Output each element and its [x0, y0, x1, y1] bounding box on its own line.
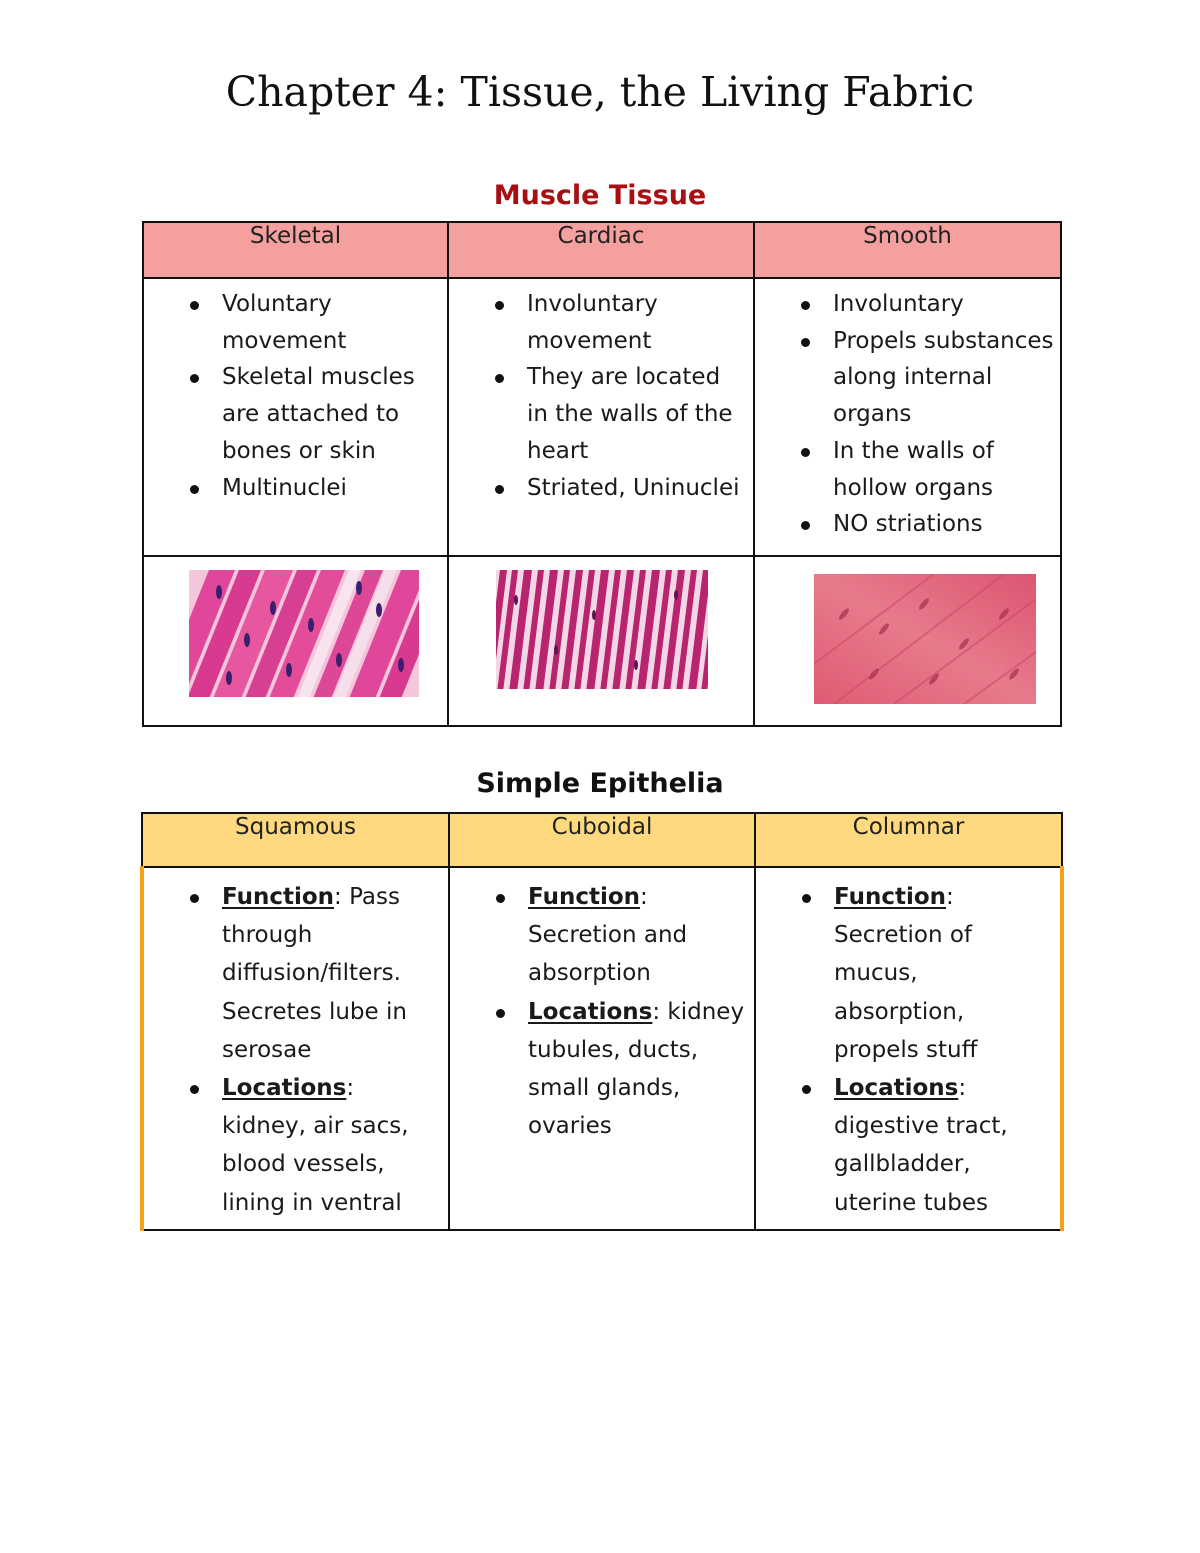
list-item: Involuntary [755, 286, 1060, 323]
cardiac-description-cell [448, 278, 754, 556]
muscle-description-row [143, 278, 1061, 556]
locations-term: Locations [834, 1075, 959, 1102]
list-item: NO striations [755, 506, 1060, 543]
cuboidal-bullet-list [450, 868, 754, 1145]
locations-text: : kidney tubules, ducts, small glands, ovaries [528, 998, 745, 1140]
skeletal-muscle-micrograph [189, 570, 419, 697]
function-text: : Pass through diffusion/filters. Secretes lube in serosae [222, 884, 407, 1063]
list-item [144, 1069, 448, 1222]
locations-text: : kidney, air sacs, blood vessels, lining in ventral [222, 1075, 409, 1216]
cardiac-bullet-list [449, 279, 753, 506]
list-item: Striated, Uninuclei [449, 470, 753, 507]
list-item: Involuntary movement [449, 286, 753, 359]
list-item: Multinuclei [144, 470, 447, 507]
header-smooth: Smooth [754, 222, 1061, 278]
muscle-image-row [143, 556, 1061, 726]
cuboidal-description-cell [449, 867, 755, 1230]
squamous-bullet-list [144, 868, 448, 1222]
header-columnar: Columnar [755, 813, 1062, 867]
list-item: Propels substances along internal organs [755, 323, 1060, 433]
function-text: : Secretion of mucus, absorption, propels stuff [834, 884, 978, 1063]
function-text: : Secretion and absorption [528, 884, 688, 987]
list-item [756, 878, 1060, 1069]
function-term: Function [222, 884, 335, 910]
smooth-bullet-list [755, 279, 1060, 543]
page-title: Chapter 4: Tissue, the Living Fabric [225, 68, 975, 116]
list-item: Skeletal muscles are attached to bones or skin [144, 359, 447, 469]
header-cuboidal: Cuboidal [449, 813, 755, 867]
header-squamous: Squamous [142, 813, 449, 867]
locations-text: : digestive tract, gallbladder, uterine tubes [834, 1075, 1008, 1216]
columnar-bullet-list [756, 868, 1060, 1222]
skeletal-image-cell [143, 556, 448, 726]
columnar-description-cell [755, 867, 1062, 1230]
header-cardiac: Cardiac [448, 222, 754, 278]
simple-epithelia-table [140, 812, 1064, 1231]
smooth-image-cell [754, 556, 1061, 726]
locations-term: Locations [222, 1075, 347, 1102]
skeletal-description-cell [143, 278, 448, 556]
header-skeletal: Skeletal [143, 222, 448, 278]
function-term: Function [528, 884, 641, 910]
list-item: In the walls of hollow organs [755, 433, 1060, 506]
list-item [756, 1069, 1060, 1222]
muscle-header-row [143, 222, 1061, 278]
list-item: Voluntary movement [144, 286, 447, 359]
smooth-description-cell [754, 278, 1061, 556]
locations-term: Locations [528, 998, 653, 1025]
smooth-muscle-micrograph [814, 574, 1036, 704]
list-item [144, 878, 448, 1069]
squamous-description-cell [142, 867, 449, 1230]
muscle-tissue-heading: Muscle Tissue [493, 180, 707, 211]
list-item [450, 878, 754, 993]
function-term: Function [834, 884, 947, 910]
skeletal-bullet-list [144, 279, 447, 506]
list-item: They are located in the walls of the heart [449, 359, 753, 469]
epithelia-header-row [142, 813, 1062, 867]
cardiac-muscle-micrograph [496, 570, 708, 689]
cardiac-image-cell [448, 556, 754, 726]
list-item [450, 993, 754, 1146]
simple-epithelia-heading: Simple Epithelia [476, 768, 724, 799]
muscle-tissue-table [142, 221, 1062, 727]
epithelia-description-row [142, 867, 1062, 1230]
